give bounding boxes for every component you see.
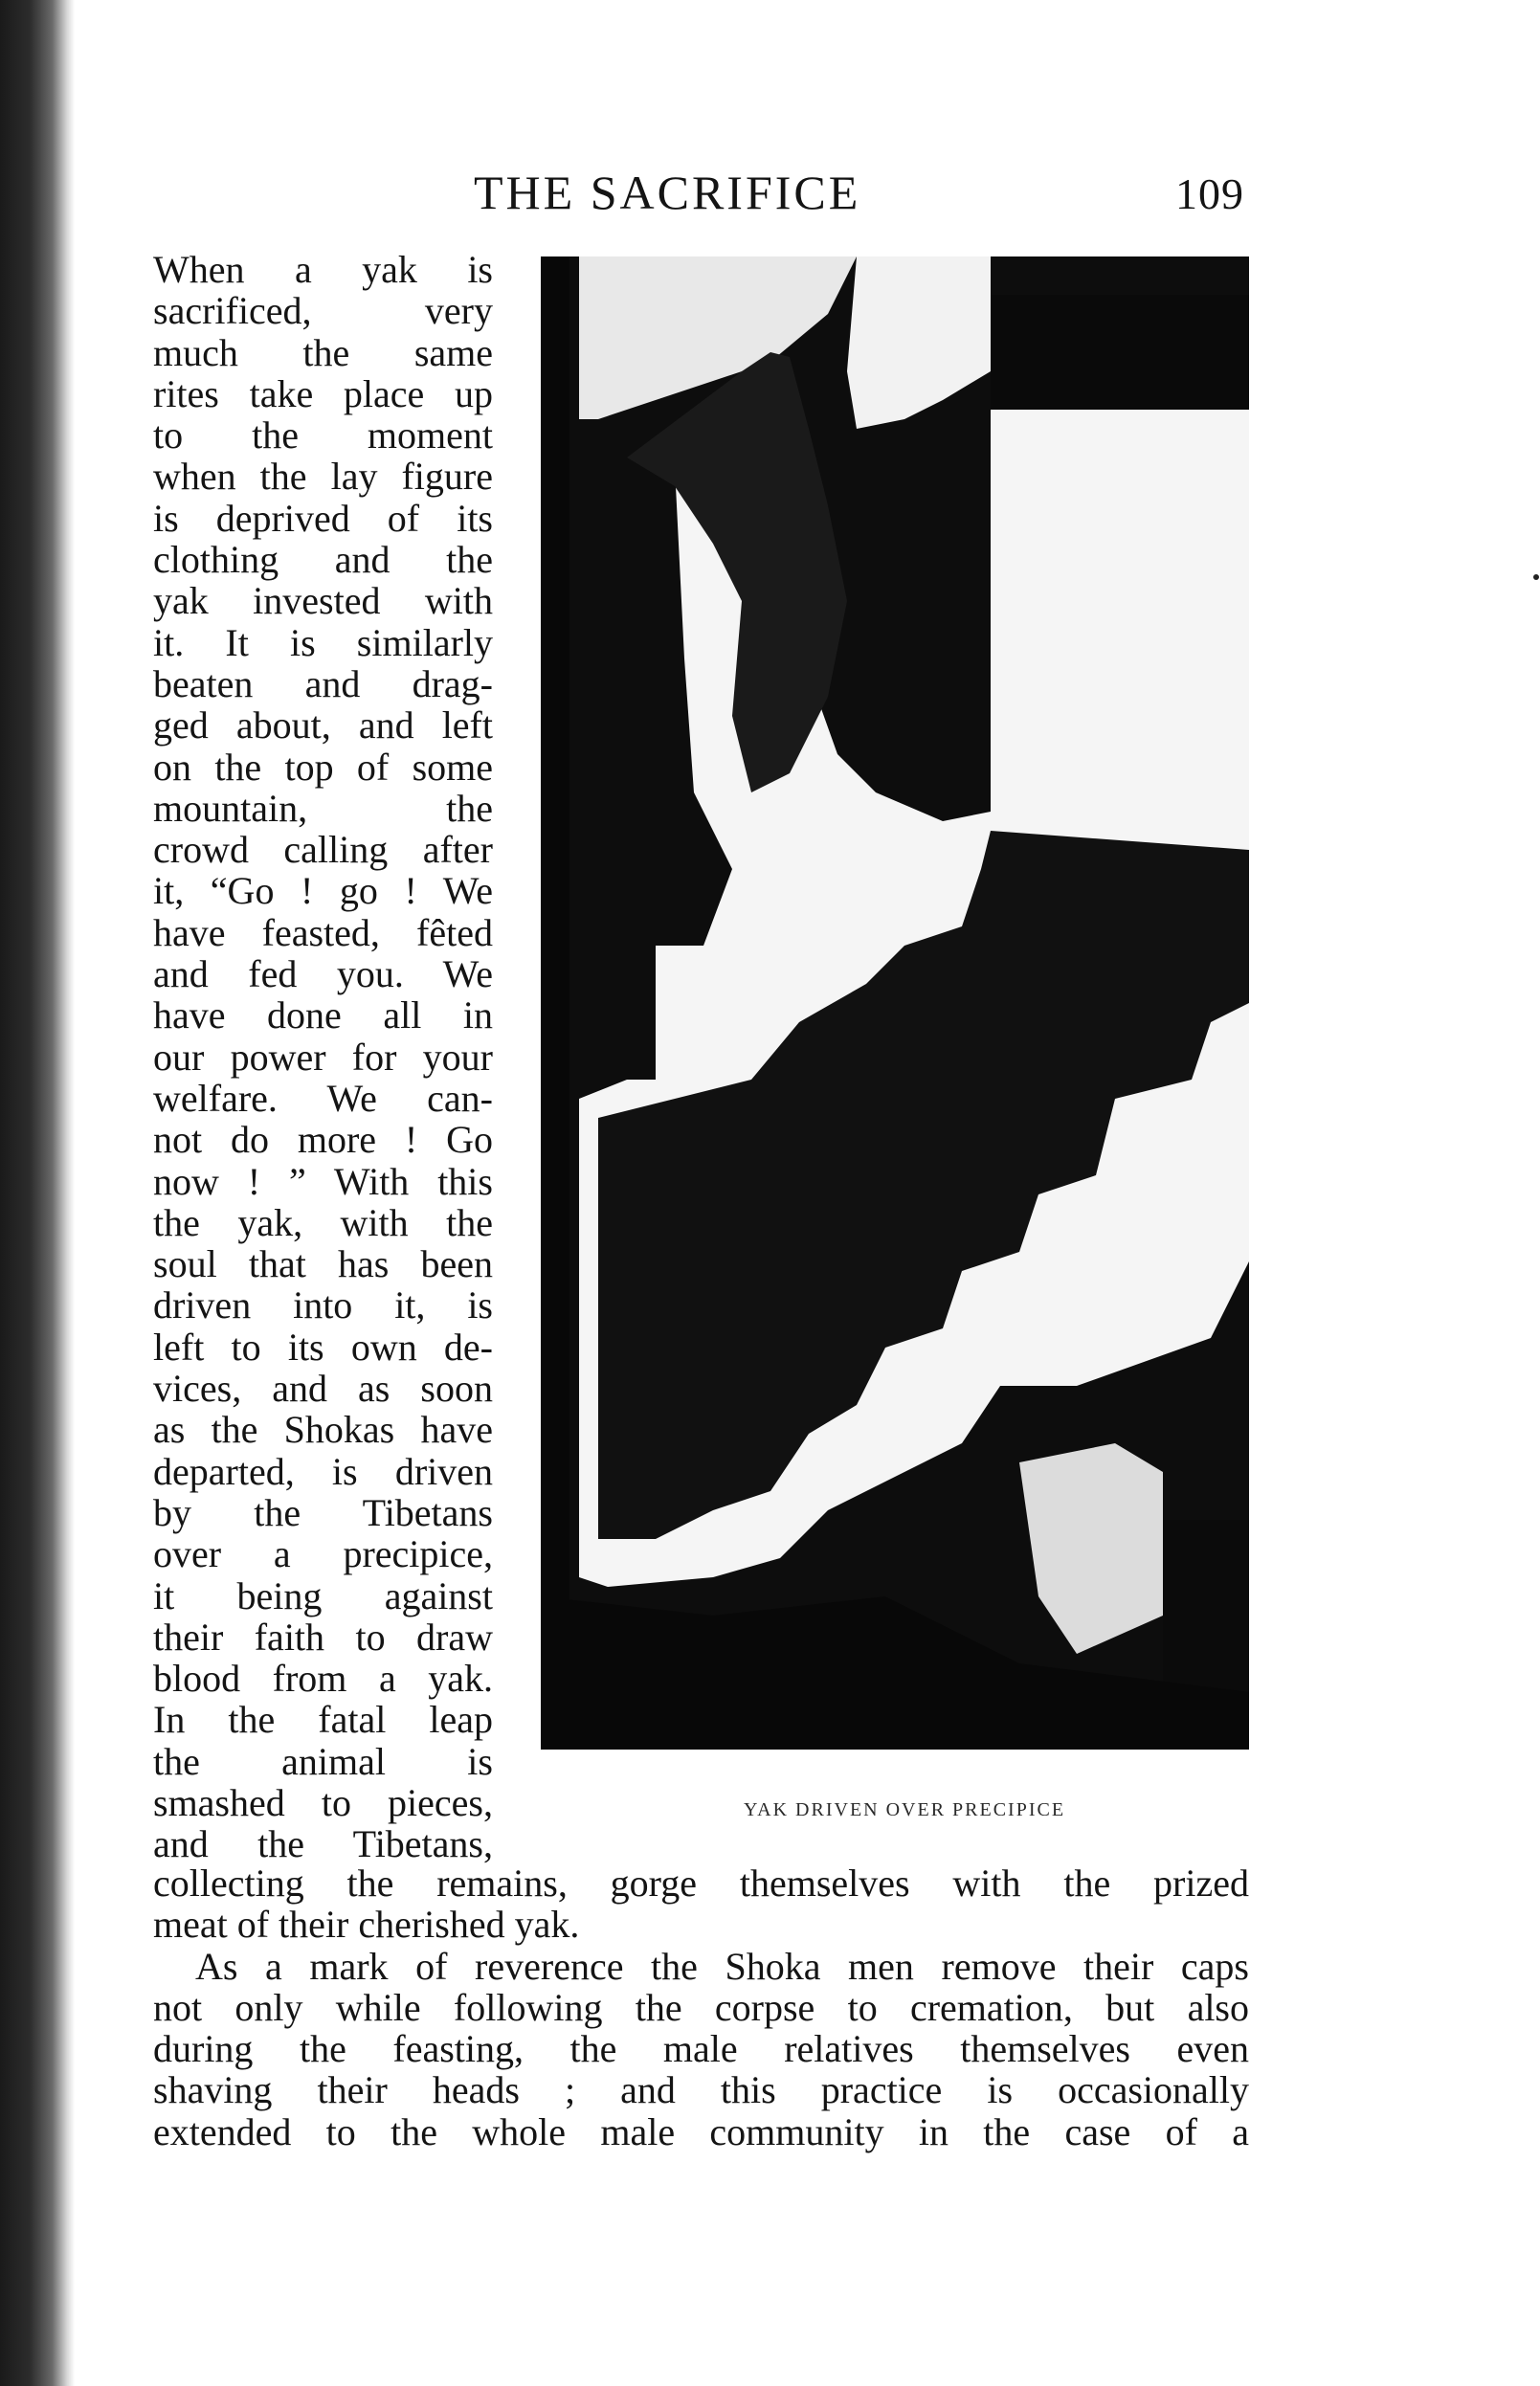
text-line: and fed you. We xyxy=(153,952,493,996)
text-line: beaten and drag- xyxy=(153,661,493,705)
yak-precipice-photograph xyxy=(541,256,1249,1750)
text-line: soul that has been xyxy=(153,1242,493,1286)
figure-caption: YAK DRIVEN OVER PRECIPICE xyxy=(743,1799,1066,1820)
book-binding-edge xyxy=(0,0,75,2386)
text-line: it. It is similarly xyxy=(153,620,493,664)
text-line: when the lay figure xyxy=(153,455,493,499)
text-line: mountain, the xyxy=(153,786,493,830)
text-line: smashed to pieces, xyxy=(153,1780,493,1824)
text-line: clothing and the xyxy=(153,538,493,582)
text-line: their faith to draw xyxy=(153,1615,493,1659)
text-line: have done all in xyxy=(153,993,493,1037)
text-line: is deprived of its xyxy=(153,496,493,540)
text-line: over a precipice, xyxy=(153,1532,493,1576)
text-line: sacrificed, very xyxy=(153,289,493,333)
text-line: as the Shokas have xyxy=(153,1408,493,1452)
text-line: and the Tibetans, xyxy=(153,1822,493,1866)
text-line: blood from a yak. xyxy=(153,1657,493,1701)
text-line: yak invested with xyxy=(153,579,493,623)
text-line: it, “Go ! go ! We xyxy=(153,869,493,913)
text-line: As a mark of reverence the Shoka men remove their caps xyxy=(195,1944,1249,1988)
text-line: have feasted, fêted xyxy=(153,910,493,954)
chapter-title: THE SACRIFICE xyxy=(474,166,861,219)
text-line: welfare. We can- xyxy=(153,1076,493,1120)
text-line: not only while following the corpse to cremation, but also xyxy=(153,1985,1249,2029)
text-line: rites take place up xyxy=(153,371,493,415)
text-line: crowd calling after xyxy=(153,828,493,872)
print-speck xyxy=(1533,574,1539,580)
text-line: it being against xyxy=(153,1573,493,1617)
text-line: during the feasting, the male relatives themselves even xyxy=(153,2027,1249,2071)
text-line: now ! ” With this xyxy=(153,1159,493,1203)
text-line: driven into it, is xyxy=(153,1283,493,1327)
text-line: In the fatal leap xyxy=(153,1698,493,1742)
text-line: not do more ! Go xyxy=(153,1118,493,1162)
text-line: the yak, with the xyxy=(153,1200,493,1244)
text-line: meat of their cherished yak. xyxy=(153,1903,580,1947)
text-line: ged about, and left xyxy=(153,703,493,747)
text-line: our power for your xyxy=(153,1035,493,1079)
text-line: by the Tibetans xyxy=(153,1490,493,1534)
wrapped-text-column xyxy=(153,249,493,1865)
text-line: the animal is xyxy=(153,1739,493,1783)
text-line: on the top of some xyxy=(153,745,493,789)
full-width-text xyxy=(153,1862,1249,2152)
text-line: much the same xyxy=(153,330,493,374)
text-line: When a yak is xyxy=(153,248,493,291)
text-line: vices, and as soon xyxy=(153,1367,493,1411)
running-header xyxy=(153,165,1244,222)
text-line: left to its own de- xyxy=(153,1325,493,1369)
text-line: shaving their heads ; and this practice is occasionally xyxy=(153,2068,1249,2112)
text-line: to the moment xyxy=(153,413,493,457)
text-line: departed, is driven xyxy=(153,1449,493,1493)
text-line: collecting the remains, gorge themselves with the prized xyxy=(153,1862,1249,1905)
page-number: 109 xyxy=(1175,169,1244,218)
photograph-image xyxy=(541,256,1249,1750)
text-line: extended to the whole male community in the case of a xyxy=(153,2109,1249,2153)
